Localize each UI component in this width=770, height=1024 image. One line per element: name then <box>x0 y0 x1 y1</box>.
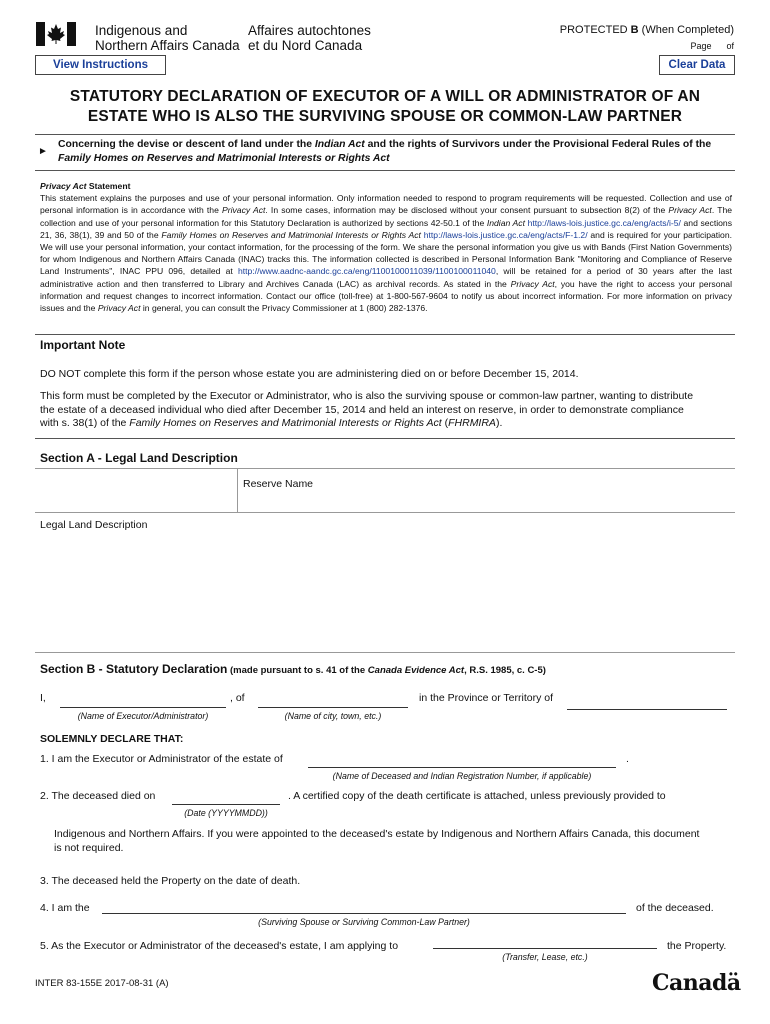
form-number: INTER 83-155E 2017-08-31 (A) <box>35 978 169 989</box>
divider <box>35 438 735 439</box>
title-line2: ESTATE WHO IS ALSO THE SURVIVING SPOUSE OR COMMON-LAW PARTNER <box>87 108 683 125</box>
item-1-period: . <box>626 753 629 765</box>
province-field[interactable] <box>567 709 727 710</box>
important-note-p1: DO NOT complete this form if the person whose estate you are administering died on or before December 15, 2014. <box>40 368 579 380</box>
deceased-name-field[interactable] <box>308 767 616 768</box>
reserve-name-field[interactable] <box>243 492 733 512</box>
item-4: 4. I am the <box>40 902 90 914</box>
item-2-rest: . A certified copy of the death certificate is attached, unless previously provided to <box>288 790 666 802</box>
reserve-name-label: Reserve Name <box>243 478 314 490</box>
solemnly-declare: SOLEMNLY DECLARE THAT: <box>40 733 184 745</box>
item-4-end: of the deceased. <box>636 902 714 914</box>
dept-en-line2: Northern Affairs Canada <box>95 38 240 53</box>
relationship-field[interactable] <box>102 913 626 914</box>
page-of-label: Page of <box>690 41 734 51</box>
field-separator <box>237 468 238 513</box>
dept-en-line1: Indigenous and <box>95 23 188 38</box>
department-name-french <box>248 23 371 53</box>
concerning-statement: Concerning the devise or descent of land under the Indian Act and the rights of Survivors under the Provisional Federal Rules of the Family Homes on Reserves and Matrimonial Interests or Rights Act <box>58 139 712 164</box>
legal-land-description-field[interactable] <box>40 534 733 649</box>
dept-fr-line2: et du Nord Canada <box>248 38 363 53</box>
item-2: 2. The deceased died on <box>40 790 156 802</box>
section-b-heading: Section B - Statutory Declaration (made pursuant to s. 41 of the Canada Evidence Act, R.S. 1985, c. C-5) <box>40 662 546 676</box>
divider <box>35 468 735 469</box>
item-3: 3. The deceased held the Property on the date of death. <box>40 875 301 887</box>
section-a-heading: Section A - Legal Land Description <box>40 451 238 465</box>
date-of-death-field[interactable] <box>172 804 280 805</box>
clear-data-button[interactable]: Clear Data <box>659 55 735 75</box>
date-caption: (Date (YYYYMMDD)) <box>184 808 268 818</box>
divider <box>35 170 735 171</box>
canada-wordmark: Canadä <box>652 970 741 996</box>
department-name-english <box>95 23 240 53</box>
privacy-statement <box>40 180 732 314</box>
application-type-field[interactable] <box>433 948 657 949</box>
divider <box>35 334 735 335</box>
item-2-continued: Indigenous and Northern Affairs. If you were appointed to the deceased's estate by Indigenous and Northern Affairs Canada, this document is not required. <box>54 828 700 854</box>
divider <box>35 512 735 513</box>
of-label: , of <box>230 692 245 704</box>
link-indian-act[interactable]: http://laws-lois.justice.gc.ca/eng/acts/i-5/ <box>527 217 681 228</box>
privacy-heading: Privacy Act Statement <box>40 181 131 191</box>
form-title <box>40 87 730 127</box>
province-label: in the Province or Territory of <box>419 692 554 704</box>
divider <box>35 134 735 135</box>
application-type-caption: (Transfer, Lease, etc.) <box>502 952 588 962</box>
privacy-body: This statement explains the purposes and use of your personal information. Only information needed to respond to program requirements will be requested. Collection and use of personal information is in accordance with the Privacy Act. In some cases, information may be disclosed without your consent pursuant to subsection 8(2) of the Privacy Act. The collection and use of your personal information for this Statutory Declaration is authorized by sections 42-50.1 of the Indian Act http://laws-lois.justice.gc.ca/eng/acts/i-5/ and sections 21, 36, 38(1), 39 and 50 of the Family Homes on Reserves and Matrimonial Interests or Rights Act http://laws-lois.justice.gc.ca/eng/acts/F-1.2/ and is required for your participation. We will use your personal information, your contact information, for the processing of the form. We share the personal information you give us with Bands (First Nation Governments) for whom Indigenous and Northern Affairs Canada (INAC) tracks this. The information collected is described in Personal Information Bank "Monitoring and Compliance of Reserve Land Instruments", INAC PPU 096, detailed at http://www.aadnc-aandc.gc.ca/eng/1100100011039/1100100011040, will be retained for a period of 30 years after the last administrative action and then transferred to Library and Archives Canada (LAC) as archival records. As stated in the Privacy Act, you have the right to access your personal information and request changes to incorrect information. Contact our office (toll-free) at 1-800-567-9604 to notify us about incorrect information. For more information on privacy issues and the Privacy Act in general, you can consult the Privacy Commissioner at 1 (800) 282-1376. <box>40 193 733 314</box>
title-line1: STATUTORY DECLARATION OF EXECUTOR OF A WILL OR ADMINISTRATOR OF AN <box>69 88 701 105</box>
deceased-name-caption: (Name of Deceased and Indian Registration Number, if applicable) <box>332 771 592 781</box>
protected-b-label: PROTECTED B (When Completed) <box>559 24 734 36</box>
view-instructions-button[interactable]: View Instructions <box>35 55 166 75</box>
item-5-end: the Property. <box>667 940 727 952</box>
executor-name-field[interactable] <box>60 707 226 708</box>
city-caption: (Name of city, town, etc.) <box>284 711 382 721</box>
divider <box>35 652 735 653</box>
important-note-p2: This form must be completed by the Executor or Administrator, who is also the surviving spouse or common-law partner, wanting to distribute the estate of a deceased individual who died after December 15, 2014 and held an interest on reserve, in order to demonstrate compliance with s. 38(1) of the Family Homes on Reserves and Matrimonial Interests or Rights Act (FHRMIRA). <box>40 390 694 429</box>
i-label: I, <box>40 692 46 704</box>
link-ppu-096[interactable]: http://www.aadnc-aandc.gc.ca/eng/1100100011039/1100100011040 <box>237 266 496 277</box>
dept-fr-line1: Affaires autochtones <box>248 23 371 38</box>
arrow-right-icon: ► <box>38 146 48 157</box>
important-note-heading: Important Note <box>40 338 126 352</box>
executor-name-caption: (Name of Executor/Administrator) <box>77 711 209 721</box>
canada-flag-icon <box>36 22 76 46</box>
legal-land-description-label: Legal Land Description <box>40 519 148 531</box>
item-5: 5. As the Executor or Administrator of the deceased's estate, I am applying to <box>40 940 399 952</box>
city-field[interactable] <box>258 707 408 708</box>
relationship-caption: (Surviving Spouse or Surviving Common-Law Partner) <box>258 917 470 927</box>
item-1: 1. I am the Executor or Administrator of the estate of <box>40 753 283 765</box>
link-fhrmira[interactable]: http://laws-lois.justice.gc.ca/eng/acts/F-1.2/ <box>423 229 588 240</box>
